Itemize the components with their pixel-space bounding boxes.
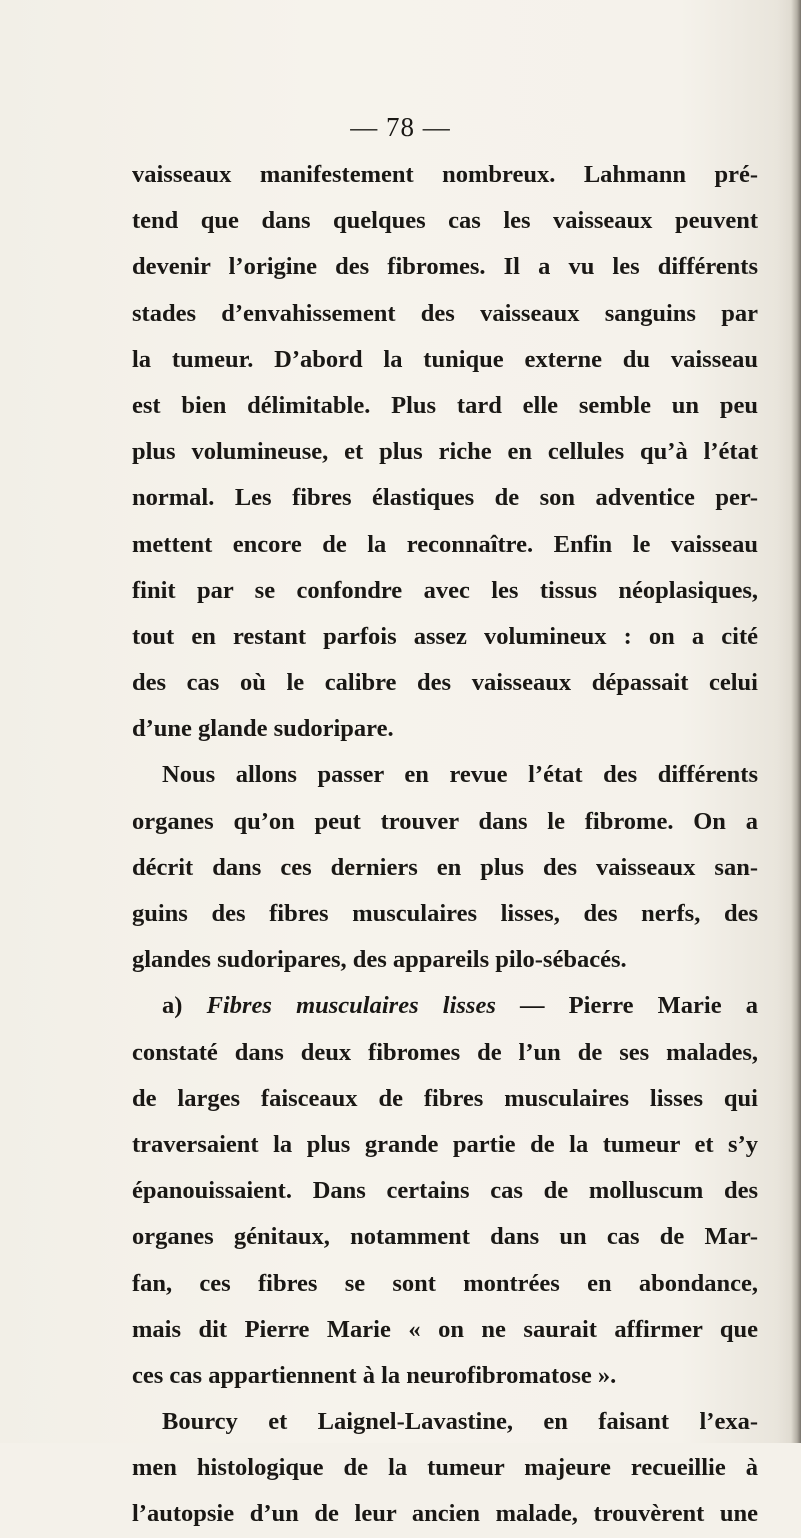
text-line: plus volumineuse, et plus riche en cellules qu’à l’état xyxy=(132,438,758,466)
text-line: des cas où le calibre des vaisseaux dépassait celui xyxy=(132,669,758,697)
text-line: d’une glande sudoripare. xyxy=(132,715,394,743)
text-line: est bien délimitable. Plus tard elle semble un peu xyxy=(132,391,758,419)
text-line: traversaient la plus grande partie de la tumeur et s’y xyxy=(132,1130,758,1158)
section-text: — Pierre Marie a xyxy=(495,992,758,1020)
text-line: glandes sudoripares, des appareils pilo-sébacés. xyxy=(132,946,627,974)
text-line: décrit dans ces derniers en plus des vaisseaux san- xyxy=(132,853,758,881)
body-text xyxy=(132,152,758,1538)
text-line: men histologique de la tumeur majeure recueillie à xyxy=(132,1454,758,1482)
text-line: ces cas appartiennent à la neurofibromatose ». xyxy=(132,1361,617,1389)
section-heading-line xyxy=(132,983,758,1029)
page-edge-shadow xyxy=(791,0,801,1443)
text-line: mettent encore de la reconnaître. Enfin le vaisseau xyxy=(132,530,758,558)
section-title: Fibres musculaires lisses xyxy=(206,992,496,1020)
text-line: constaté dans deux fibromes de l’un de ses malades, xyxy=(132,1038,758,1066)
page-number: — 78 — xyxy=(350,112,451,142)
section-label: a) xyxy=(162,992,207,1020)
text-line: tout en restant parfois assez volumineux : on a cité xyxy=(132,622,758,650)
text-line: normal. Les fibres élastiques de son adventice per- xyxy=(132,484,758,512)
text-line: guins des fibres musculaires lisses, des nerfs, des xyxy=(132,900,758,927)
text-line: organes génitaux, notamment dans un cas de Mar- xyxy=(132,1223,758,1251)
text-line: l’autopsie d’un de leur ancien malade, trouvèrent une xyxy=(132,1500,758,1528)
text-line: fan, ces fibres se sont montrées en abondance, xyxy=(132,1269,758,1297)
text-line: mais dit Pierre Marie « on ne saurait affirmer que xyxy=(132,1315,758,1343)
text-line: Nous allons passer en revue l’état des différents xyxy=(162,761,758,789)
text-line: stades d’envahissement des vaisseaux sanguins par xyxy=(132,299,758,327)
text-line: organes qu’on peut trouver dans le fibrome. On a xyxy=(132,807,758,835)
text-line: de larges faisceaux de fibres musculaires lisses qui xyxy=(132,1084,758,1112)
text-line: la tumeur. D’abord la tunique externe du vaisseau xyxy=(132,345,758,373)
text-line: épanouissaient. Dans certains cas de molluscum des xyxy=(132,1177,758,1205)
text-line: finit par se confondre avec les tissus néoplasiques, xyxy=(132,576,758,604)
text-line: devenir l’origine des fibromes. Il a vu les différents xyxy=(132,253,758,281)
text-line: tend que dans quelques cas les vaisseaux peuvent xyxy=(132,207,758,235)
text-line: Bourcy et Laignel-Lavastine, en faisant l’exa- xyxy=(162,1408,758,1436)
text-line: vaisseaux manifestement nombreux. Lahmann pré- xyxy=(132,161,758,188)
